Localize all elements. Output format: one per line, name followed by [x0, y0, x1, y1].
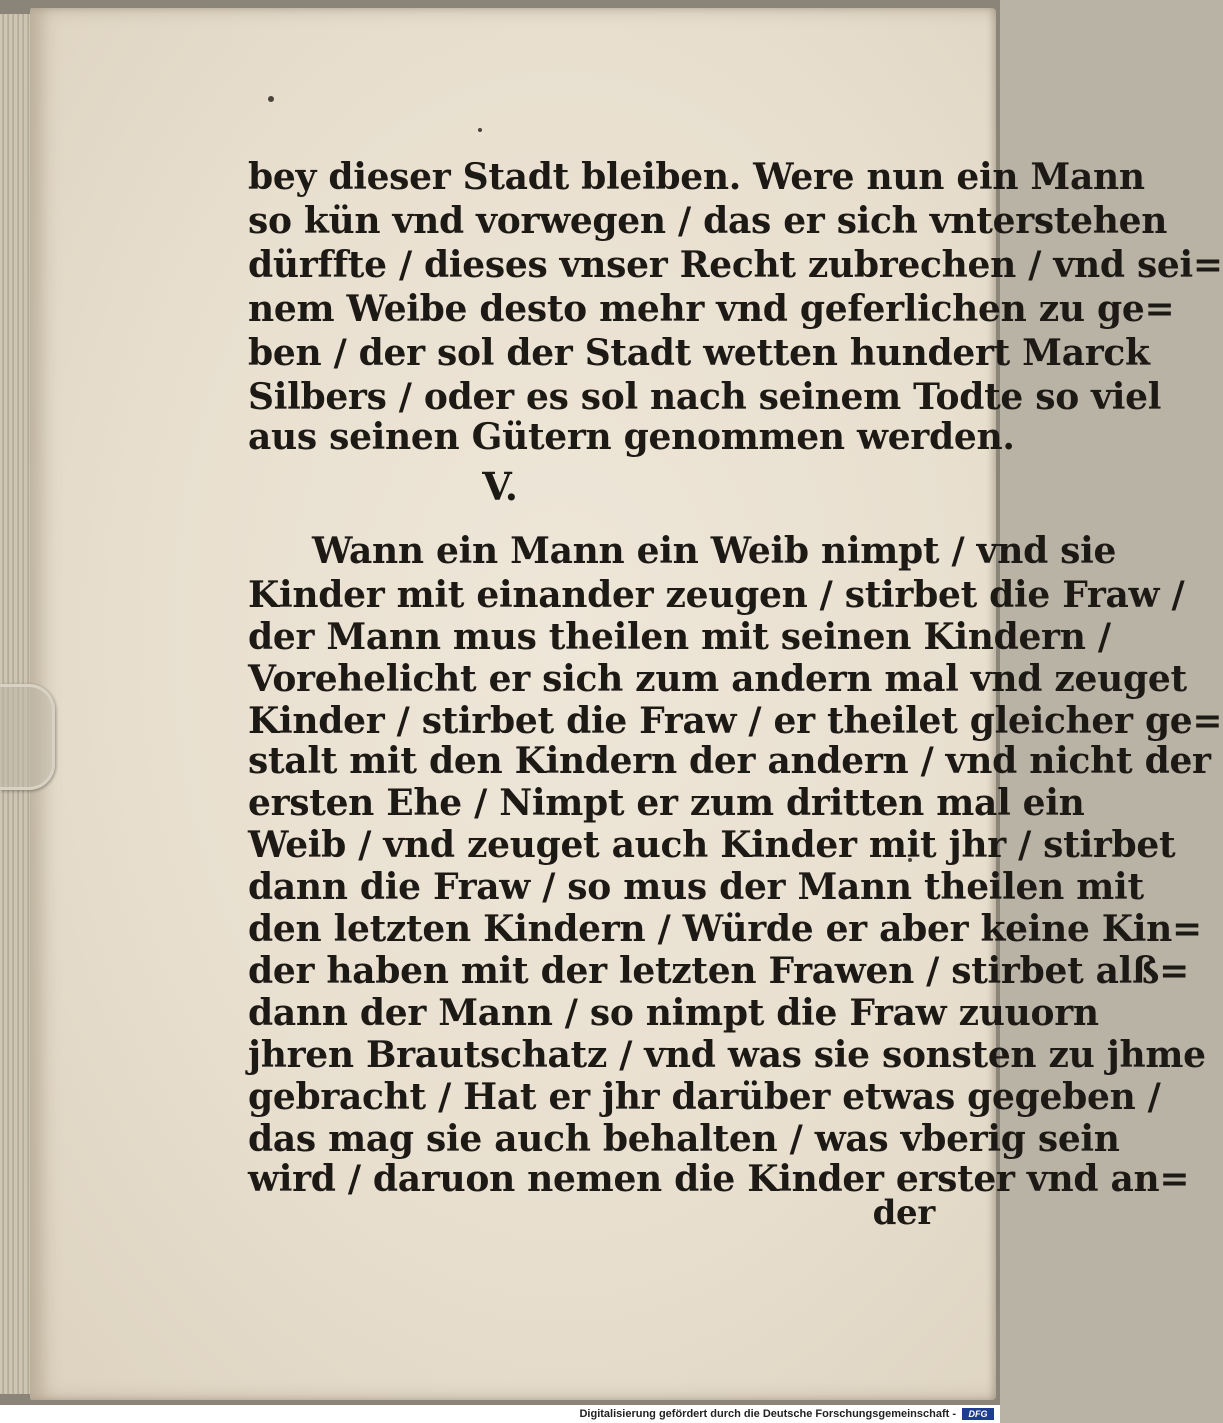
dfg-logo-icon: DFG: [962, 1408, 994, 1420]
text-line: gebracht / Hat er jhr darüber etwas gegeben /: [248, 1076, 1161, 1118]
text-line: stalt mit den Kindern der andern / vnd nicht der: [248, 740, 1211, 782]
text-line: jhren Brautschatz / vnd was sie sonsten zu jhme: [248, 1034, 1206, 1076]
text-line: ersten Ehe / Nimpt er zum dritten mal ein: [248, 782, 1085, 824]
text-line: dann der Mann / so nimpt die Fraw zuuorn: [248, 992, 1099, 1034]
text-line: Kinder / stirbet die Fraw / er theilet gleicher ge=: [248, 700, 1223, 742]
section-heading: V.: [482, 464, 518, 509]
text-line: dürffte / dieses vnser Recht zubrechen / vnd sei=: [248, 244, 1223, 286]
text-line: so kün vnd vorwegen / das er sich vnterstehen: [248, 200, 1168, 242]
text-line: Wann ein Mann ein Weib nimpt / vnd sie: [312, 530, 1117, 572]
ink-speck: [268, 96, 274, 102]
text-line: bey dieser Stadt bleiben. Were nun ein Mann: [248, 156, 1145, 198]
text-line: wird / daruon nemen die Kinder erster vnd an=: [248, 1158, 1190, 1200]
text-line: ben / der sol der Stadt wetten hundert Marck: [248, 332, 1150, 374]
footer-credit: Digitalisierung gefördert durch die Deutsche Forschungsgemeinschaft -: [579, 1408, 956, 1420]
text-line: das mag sie auch behalten / was vberig sein: [248, 1118, 1120, 1160]
ink-speck: [478, 128, 482, 132]
text-line: nem Weibe desto mehr vnd geferlichen zu ge=: [248, 288, 1175, 330]
text-line: dann die Fraw / so mus der Mann theilen mit: [248, 866, 1144, 908]
catchword: der: [872, 1193, 935, 1233]
text-line: aus seinen Gütern genommen werden.: [248, 416, 1015, 458]
text-line: der Mann mus theilen mit seinen Kindern /: [248, 616, 1111, 658]
text-line: Kinder mit einander zeugen / stirbet die Fraw /: [248, 574, 1185, 616]
text-line: der haben mit der letzten Frawen / stirbet alß=: [248, 950, 1189, 992]
text-line: Silbers / oder es sol nach seinem Todte so viel: [248, 376, 1162, 418]
text-line: Weib / vnd zeuget auch Kinder mit jhr / stirbet: [248, 824, 1176, 866]
digitization-footer: [0, 1405, 1000, 1423]
text-line: den letzten Kindern / Würde er aber keine Kin=: [248, 908, 1202, 950]
page-clip: [0, 684, 55, 790]
text-line: Vorehelicht er sich zum andern mal vnd zeuget: [248, 658, 1187, 700]
